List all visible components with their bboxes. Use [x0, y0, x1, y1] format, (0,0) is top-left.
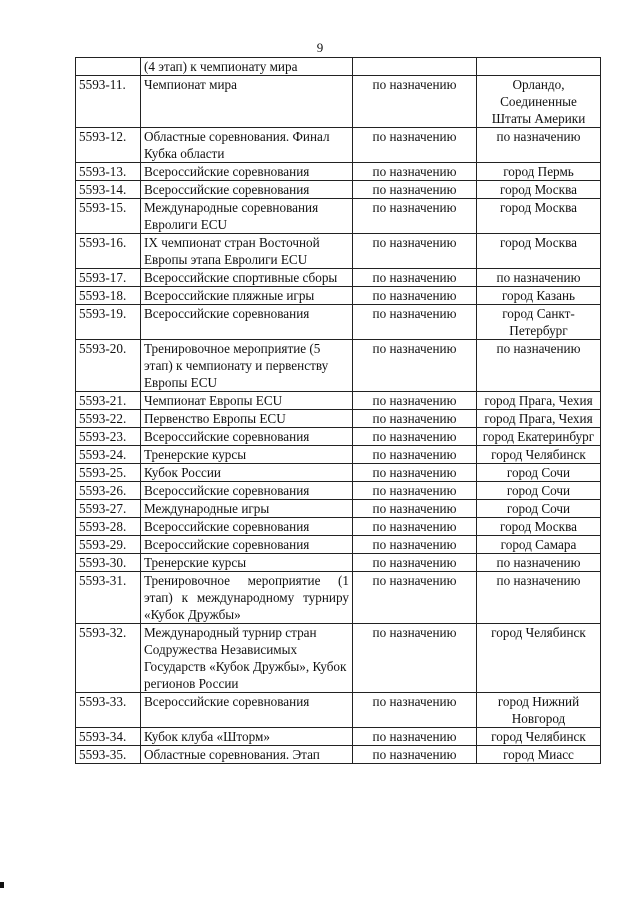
event-name-cell: Всероссийские соревнования — [141, 518, 353, 536]
row-number-cell: 5593-28. — [76, 518, 141, 536]
event-place-cell: город Прага, Чехия — [477, 410, 601, 428]
event-place-cell: город Челябинск — [477, 728, 601, 746]
event-place-cell: город Казань — [477, 287, 601, 305]
event-name-cell: Чемпионат Европы ECU — [141, 392, 353, 410]
row-number-cell: 5593-33. — [76, 693, 141, 728]
event-date-cell: по назначению — [353, 482, 477, 500]
table-row — [76, 536, 601, 554]
table-row — [76, 746, 601, 764]
event-name-cell: Всероссийские соревнования — [141, 536, 353, 554]
event-name-cell: Всероссийские соревнования — [141, 693, 353, 728]
scan-mark — [0, 882, 4, 888]
table-row — [76, 58, 601, 76]
event-place-cell: город Екатеринбург — [477, 428, 601, 446]
table-row — [76, 554, 601, 572]
table-row — [76, 340, 601, 392]
event-date-cell: по назначению — [353, 234, 477, 269]
event-place-cell: по назначению — [477, 340, 601, 392]
event-place-cell: город Челябинск — [477, 446, 601, 464]
event-place-cell: город Пермь — [477, 163, 601, 181]
event-place-cell: город Самара — [477, 536, 601, 554]
event-place-cell: город Москва — [477, 518, 601, 536]
table-row — [76, 693, 601, 728]
event-name-cell: Всероссийские спортивные сборы — [141, 269, 353, 287]
row-number-cell: 5593-32. — [76, 624, 141, 693]
event-date-cell: по назначению — [353, 572, 477, 624]
row-number-cell: 5593-23. — [76, 428, 141, 446]
row-number-cell — [76, 58, 141, 76]
event-name-cell: Всероссийские соревнования — [141, 428, 353, 446]
row-number-cell: 5593-19. — [76, 305, 141, 340]
row-number-cell: 5593-15. — [76, 199, 141, 234]
event-date-cell: по назначению — [353, 181, 477, 199]
page-number: 9 — [316, 40, 324, 55]
table-row — [76, 163, 601, 181]
event-place-cell: город Сочи — [477, 464, 601, 482]
table-row — [76, 572, 601, 624]
event-date-cell: по назначению — [353, 518, 477, 536]
event-date-cell: по назначению — [353, 305, 477, 340]
event-date-cell: по назначению — [353, 392, 477, 410]
event-name-cell: Всероссийские соревнования — [141, 305, 353, 340]
table-row — [76, 234, 601, 269]
event-date-cell: по назначению — [353, 746, 477, 764]
event-date-cell: по назначению — [353, 269, 477, 287]
event-name-cell: Всероссийские соревнования — [141, 163, 353, 181]
table-row — [76, 500, 601, 518]
row-number-cell: 5593-11. — [76, 76, 141, 128]
row-number-cell: 5593-30. — [76, 554, 141, 572]
table-row — [76, 482, 601, 500]
event-date-cell: по назначению — [353, 340, 477, 392]
event-place-cell: по назначению — [477, 554, 601, 572]
row-number-cell: 5593-18. — [76, 287, 141, 305]
event-name-cell: Всероссийские соревнования — [141, 482, 353, 500]
row-number-cell: 5593-35. — [76, 746, 141, 764]
events-table — [75, 57, 601, 764]
table-row — [76, 305, 601, 340]
event-name-cell: Международные соревнования Евролиги ECU — [141, 199, 353, 234]
event-date-cell: по назначению — [353, 693, 477, 728]
event-place-cell: город Прага, Чехия — [477, 392, 601, 410]
event-name-cell: Тренерские курсы — [141, 554, 353, 572]
row-number-cell: 5593-16. — [76, 234, 141, 269]
row-number-cell: 5593-22. — [76, 410, 141, 428]
event-date-cell — [353, 58, 477, 76]
table-row — [76, 392, 601, 410]
event-date-cell: по назначению — [353, 199, 477, 234]
event-date-cell: по назначению — [353, 728, 477, 746]
table-row — [76, 128, 601, 163]
event-place-cell: город Москва — [477, 181, 601, 199]
event-date-cell: по назначению — [353, 464, 477, 482]
event-name-cell: IX чемпионат стран Восточной Европы этапа Евролиги ECU — [141, 234, 353, 269]
event-place-cell: город Нижний Новгород — [477, 693, 601, 728]
event-name-cell: Кубок России — [141, 464, 353, 482]
event-name-cell: Тренировочное мероприятие (1 этап) к международному турниру «Кубок Дружбы» — [141, 572, 353, 624]
row-number-cell: 5593-13. — [76, 163, 141, 181]
table-row — [76, 199, 601, 234]
event-date-cell: по назначению — [353, 287, 477, 305]
event-place-cell: город Сочи — [477, 482, 601, 500]
event-place-cell: по назначению — [477, 269, 601, 287]
event-name-cell: Тренировочное мероприятие (5 этап) к чемпионату и первенству Европы ECU — [141, 340, 353, 392]
row-number-cell: 5593-17. — [76, 269, 141, 287]
event-date-cell: по назначению — [353, 446, 477, 464]
event-name-cell: Тренерские курсы — [141, 446, 353, 464]
table-row — [76, 518, 601, 536]
event-date-cell: по назначению — [353, 624, 477, 693]
event-place-cell: город Миасс — [477, 746, 601, 764]
event-name-cell: Международный турнир стран Содружества Независимых Государств «Кубок Дружбы», Кубок регионов России — [141, 624, 353, 693]
row-number-cell: 5593-12. — [76, 128, 141, 163]
event-date-cell: по назначению — [353, 163, 477, 181]
table-row — [76, 269, 601, 287]
table-row — [76, 287, 601, 305]
table-row — [76, 181, 601, 199]
event-date-cell: по назначению — [353, 500, 477, 518]
table-row — [76, 76, 601, 128]
event-date-cell: по назначению — [353, 128, 477, 163]
event-place-cell: по назначению — [477, 572, 601, 624]
table-row — [76, 446, 601, 464]
row-number-cell: 5593-34. — [76, 728, 141, 746]
event-name-cell: Первенство Европы ECU — [141, 410, 353, 428]
event-name-cell: Кубок клуба «Шторм» — [141, 728, 353, 746]
event-name-cell: (4 этап) к чемпионату мира — [141, 58, 353, 76]
event-place-cell: город Челябинск — [477, 624, 601, 693]
events-table-body — [76, 58, 601, 764]
table-row — [76, 410, 601, 428]
row-number-cell: 5593-14. — [76, 181, 141, 199]
event-place-cell: город Москва — [477, 199, 601, 234]
row-number-cell: 5593-25. — [76, 464, 141, 482]
event-name-cell: Чемпионат мира — [141, 76, 353, 128]
row-number-cell: 5593-26. — [76, 482, 141, 500]
row-number-cell: 5593-31. — [76, 572, 141, 624]
event-date-cell: по назначению — [353, 410, 477, 428]
row-number-cell: 5593-27. — [76, 500, 141, 518]
event-place-cell: город Санкт-Петербург — [477, 305, 601, 340]
event-date-cell: по назначению — [353, 536, 477, 554]
event-place-cell: Орландо, Соединенные Штаты Америки — [477, 76, 601, 128]
event-date-cell: по назначению — [353, 76, 477, 128]
event-name-cell: Областные соревнования. Этап — [141, 746, 353, 764]
table-row — [76, 624, 601, 693]
event-name-cell: Международные игры — [141, 500, 353, 518]
event-place-cell: по назначению — [477, 128, 601, 163]
row-number-cell: 5593-29. — [76, 536, 141, 554]
event-name-cell: Всероссийские пляжные игры — [141, 287, 353, 305]
table-row — [76, 428, 601, 446]
row-number-cell: 5593-21. — [76, 392, 141, 410]
event-place-cell: город Москва — [477, 234, 601, 269]
row-number-cell: 5593-24. — [76, 446, 141, 464]
event-place-cell — [477, 58, 601, 76]
event-date-cell: по назначению — [353, 428, 477, 446]
event-place-cell: город Сочи — [477, 500, 601, 518]
event-name-cell: Всероссийские соревнования — [141, 181, 353, 199]
table-row — [76, 464, 601, 482]
event-name-cell: Областные соревнования. Финал Кубка области — [141, 128, 353, 163]
event-date-cell: по назначению — [353, 554, 477, 572]
row-number-cell: 5593-20. — [76, 340, 141, 392]
table-row — [76, 728, 601, 746]
